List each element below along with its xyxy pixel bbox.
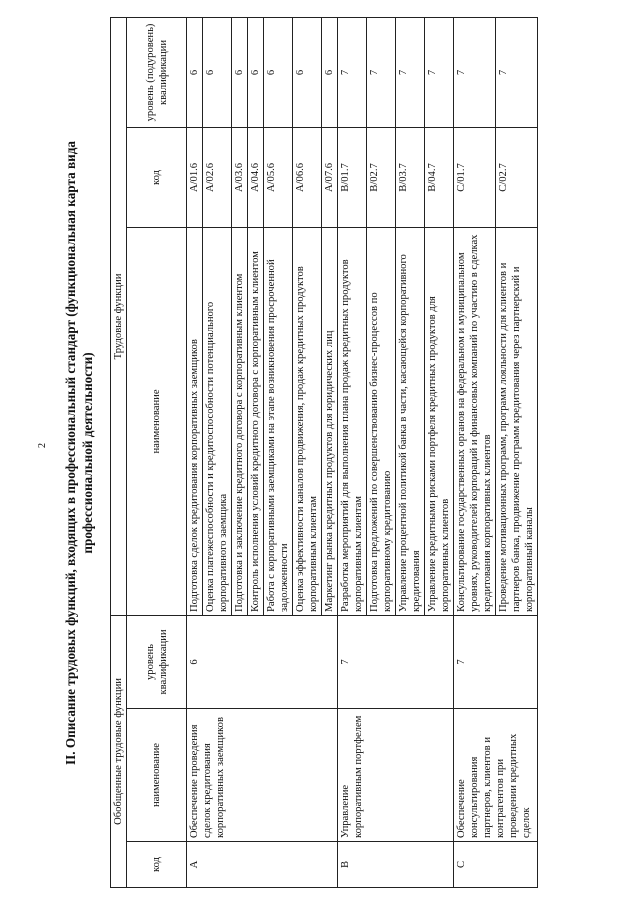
function-name: Маркетинг рынка кредитных продуктов для юридических лиц <box>322 227 338 615</box>
function-name: Проведение мотивационных программ, программ лояльности для клиентов и партнеров банка, продвижение программ кредитования через партнерский и корпоративный каналы <box>496 227 538 615</box>
function-level: 7 <box>396 17 425 127</box>
header-function-code: код <box>127 127 187 227</box>
function-level: 7 <box>338 17 367 127</box>
function-code: B/04.7 <box>425 127 454 227</box>
header-level: уровень квалификации <box>127 615 187 708</box>
group-level: 7 <box>454 615 538 708</box>
group-name: Обеспечение консультирования партнеров, клиентов и контрагентов при проведении кредитных сделок <box>454 709 538 842</box>
function-level: 6 <box>203 17 232 127</box>
function-code: C/02.7 <box>496 127 538 227</box>
function-name: Подготовка и заключение кредитного договора с корпоративным клиентом <box>232 227 248 615</box>
table-row <box>187 17 203 887</box>
header-function-name: наименование <box>127 227 187 615</box>
table-row <box>338 17 367 887</box>
table-row <box>454 17 496 887</box>
function-name: Управление кредитными рисками портфеля кредитных продуктов для корпоративных клиентов <box>425 227 454 615</box>
function-code: A/04.6 <box>248 127 264 227</box>
function-name: Подготовка сделок кредитования корпоративных заемщиков <box>187 227 203 615</box>
header-generalized: Обобщенные трудовые функции <box>111 615 127 887</box>
header-level-sub: уровень (подуровень) квалификации <box>127 17 187 127</box>
function-code: A/07.6 <box>322 127 338 227</box>
function-name: Контроль исполнения условий кредитного договора с корпоративным клиентом <box>248 227 264 615</box>
group-code: C <box>454 842 538 888</box>
function-name: Консультирование государственных органов на федеральном и муниципальном уровнях, руководителей корпораций и финансовых компаний по участию в сделках кредитования корпоративных клиентов <box>454 227 496 615</box>
function-code: B/03.7 <box>396 127 425 227</box>
function-level: 7 <box>496 17 538 127</box>
functional-map-table <box>110 17 538 888</box>
function-code: A/06.6 <box>293 127 322 227</box>
function-level: 6 <box>322 17 338 127</box>
group-name: Обеспечение проведения сделок кредитования корпоративных заемщиков <box>187 709 338 842</box>
function-level: 6 <box>232 17 248 127</box>
rotated-sheet <box>62 18 602 888</box>
page-number: 2 <box>37 443 48 448</box>
function-code: B/01.7 <box>338 127 367 227</box>
function-level: 7 <box>454 17 496 127</box>
group-code: A <box>187 842 338 888</box>
function-level: 7 <box>425 17 454 127</box>
function-level: 6 <box>264 17 293 127</box>
function-level: 6 <box>293 17 322 127</box>
group-name: Управление корпоративным портфелем <box>338 709 454 842</box>
function-level: 7 <box>367 17 396 127</box>
function-name: Оценка платежеспособности и кредитоспособности потенциального корпоративного заемщика <box>203 227 232 615</box>
heading-line-1: II. Описание трудовых функций, входящих в профессиональный стандарт (функциональная карта вида <box>63 141 78 765</box>
table-body <box>187 17 538 887</box>
header-labor: Трудовые функции <box>111 17 127 615</box>
function-level: 6 <box>248 17 264 127</box>
function-code: A/01.6 <box>187 127 203 227</box>
group-code: B <box>338 842 454 888</box>
header-code: код <box>127 842 187 888</box>
function-code: A/05.6 <box>264 127 293 227</box>
function-code: C/01.7 <box>454 127 496 227</box>
function-code: B/02.7 <box>367 127 396 227</box>
header-name: наименование <box>127 709 187 842</box>
function-name: Подготовка предложений по совершенствованию бизнес-процессов по корпоративному кредитованию <box>367 227 396 615</box>
group-level: 6 <box>187 615 338 708</box>
heading-line-2: профессиональной деятельности) <box>80 352 95 554</box>
function-name: Управление процентной политикой банка в части, касающейся корпоративного кредитования <box>396 227 425 615</box>
function-name: Работа с корпоративными заемщиками на этапе возникновения просроченной задолженности <box>264 227 293 615</box>
function-name: Разработка мероприятий для выполнения плана продаж кредитных продуктов корпоративным клиентам <box>338 227 367 615</box>
function-name: Оценка эффективности каналов продвижения, продаж кредитных продуктов корпоративным клиентам <box>293 227 322 615</box>
function-code: A/02.6 <box>203 127 232 227</box>
function-level: 6 <box>187 17 203 127</box>
function-code: A/03.6 <box>232 127 248 227</box>
document-heading <box>62 18 96 888</box>
group-level: 7 <box>338 615 454 708</box>
